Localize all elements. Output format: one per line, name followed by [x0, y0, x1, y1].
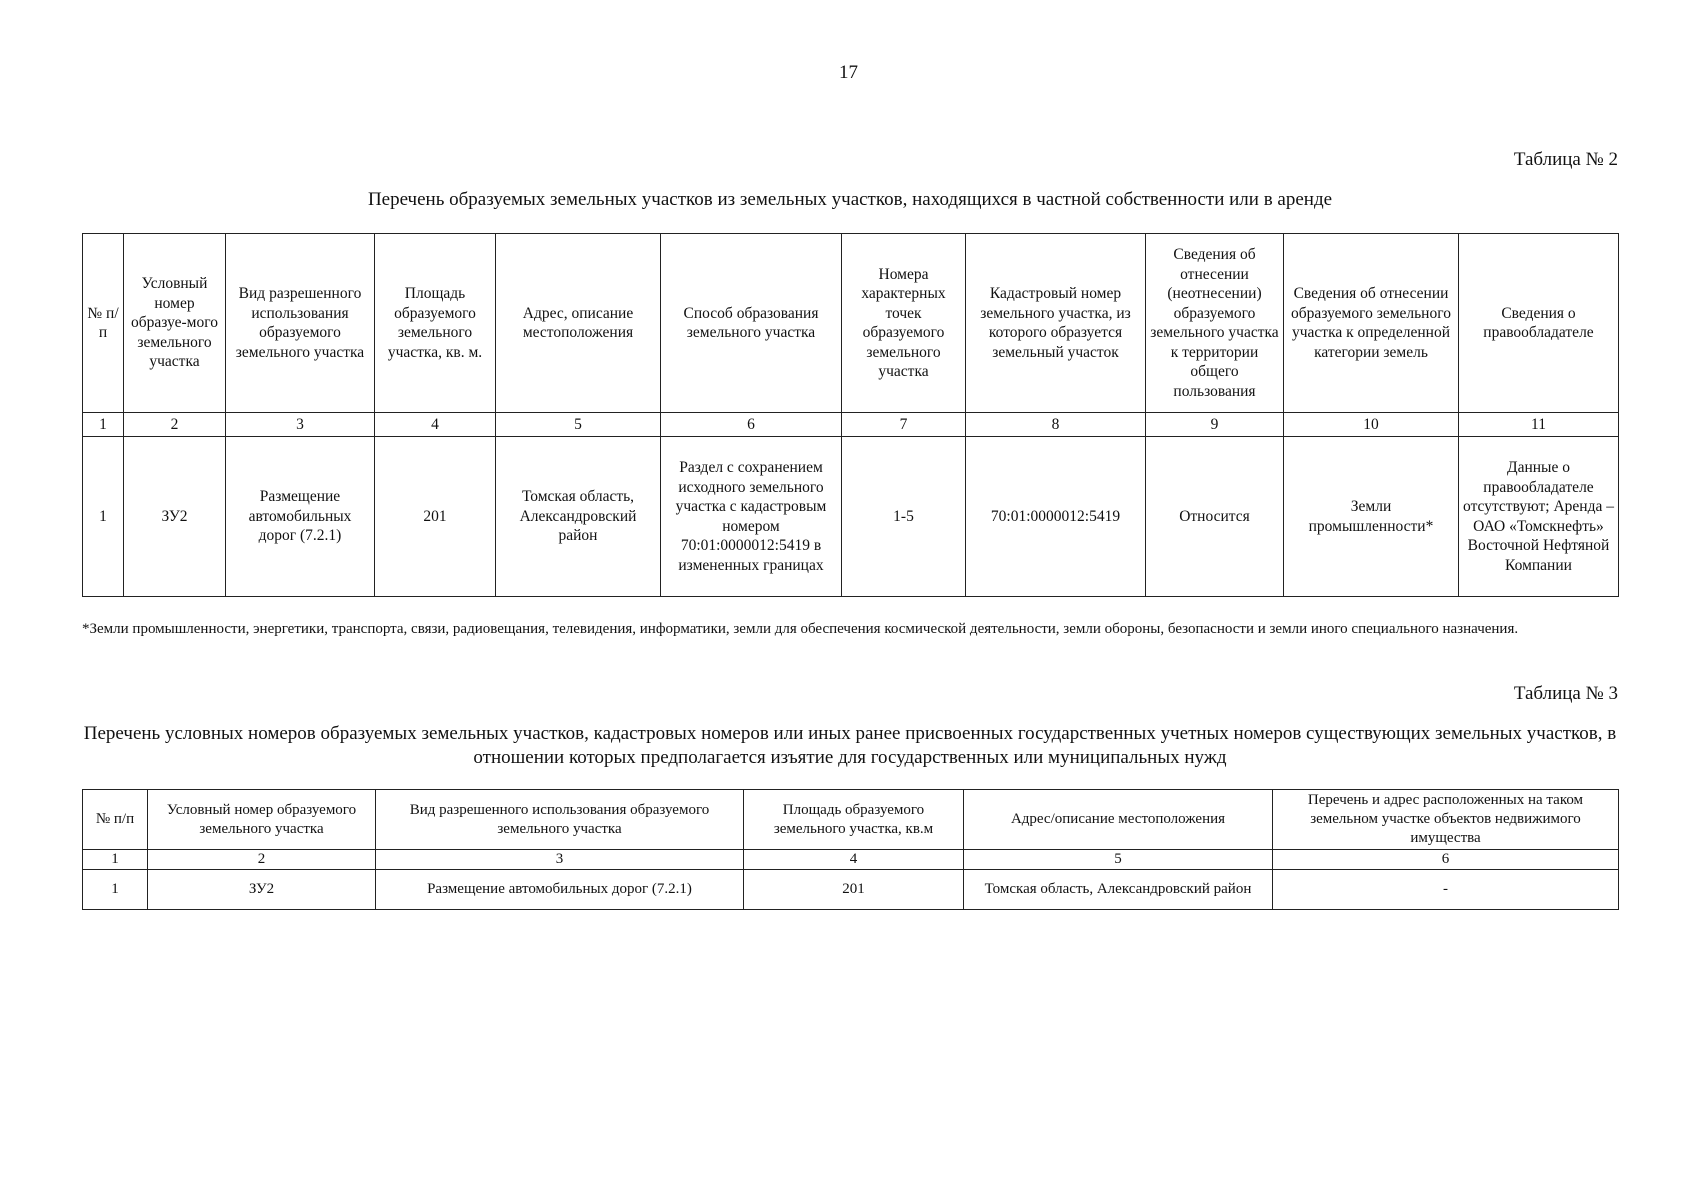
table-cell: ЗУ2: [148, 870, 376, 910]
table-cell: Размещение автомобильных дорог (7.2.1): [226, 437, 375, 597]
table-2-title: Перечень образуемых земельных участков из земельных участков, находящихся в частной собственности или в аренде: [367, 189, 1333, 210]
table-cell: 201: [375, 437, 496, 597]
column-number-cell: 5: [496, 413, 661, 437]
table-cell: ЗУ2: [124, 437, 226, 597]
page-number: 17: [839, 62, 858, 83]
header-cell: Условный номер образуемого земельного участка: [148, 790, 376, 850]
header-cell: Площадь образуемого земельного участка, кв.м: [744, 790, 964, 850]
header-cell: Номера характерных точек образуемого земельного участка: [842, 234, 966, 413]
land-plots-table-2: [82, 233, 1619, 597]
table-cell: 1-5: [842, 437, 966, 597]
table-row: [83, 870, 1619, 910]
header-cell: № п/п: [83, 790, 148, 850]
column-number-cell: 1: [83, 413, 124, 437]
header-cell: Вид разрешенного использования образуемого земельного участка: [226, 234, 375, 413]
table-cell: Относится: [1146, 437, 1284, 597]
table-cell: 70:01:0000012:5419: [966, 437, 1146, 597]
header-cell: Площадь образуемого земельного участка, кв. м.: [375, 234, 496, 413]
footnote: *Земли промышленности, энергетики, транспорта, связи, радиовещания, телевидения, информатики, земли для обеспечения космической деятельности, земли обороны, безопасности и земли иного специального назначения.: [82, 621, 1519, 637]
header-cell: Перечень и адрес расположенных на таком земельном участке объектов недвижимого имущества: [1273, 790, 1619, 850]
land-plots-table-3: [82, 789, 1619, 910]
column-number-cell: 6: [661, 413, 842, 437]
table-row: [83, 437, 1619, 597]
table-2-caption: Таблица № 2: [1513, 149, 1618, 170]
column-number-cell: 3: [226, 413, 375, 437]
header-row: [83, 234, 1619, 413]
header-cell: Способ образования земельного участка: [661, 234, 842, 413]
column-number-cell: 8: [966, 413, 1146, 437]
column-number-cell: 7: [842, 413, 966, 437]
header-cell: Вид разрешенного использования образуемого земельного участка: [376, 790, 744, 850]
column-number-cell: 3: [376, 850, 744, 870]
column-number-cell: 2: [148, 850, 376, 870]
column-number-row: [83, 413, 1619, 437]
column-number-cell: 4: [375, 413, 496, 437]
table-cell: Земли промышленности*: [1284, 437, 1459, 597]
table-cell: -: [1273, 870, 1619, 910]
column-number-cell: 2: [124, 413, 226, 437]
column-number-row: [83, 850, 1619, 870]
table-cell: Томская область, Александровский район: [496, 437, 661, 597]
column-number-cell: 5: [964, 850, 1273, 870]
column-number-cell: 11: [1459, 413, 1619, 437]
header-cell: № п/п: [83, 234, 124, 413]
table-cell: Томская область, Александровский район: [964, 870, 1273, 910]
column-number-cell: 4: [744, 850, 964, 870]
header-cell: Адрес, описание местоположения: [496, 234, 661, 413]
table-cell: 1: [83, 870, 148, 910]
header-cell: Кадастровый номер земельного участка, из которого образуется земельный участок: [966, 234, 1146, 413]
table-cell: 201: [744, 870, 964, 910]
column-number-cell: 9: [1146, 413, 1284, 437]
column-number-cell: 6: [1273, 850, 1619, 870]
table-cell: 1: [83, 437, 124, 597]
table-3-title: Перечень условных номеров образуемых земельных участков, кадастровых номеров или иных ранее присвоенных государственных учетных номеров существующих земельных участков, в отношении которых предполагается изъятие для государственных или муниципальных нужд: [83, 723, 1617, 768]
column-number-cell: 10: [1284, 413, 1459, 437]
table-cell: Данные о правообладателе отсутствуют; Аренда – ОАО «Томскнефть» Восточной Нефтяной Компании: [1459, 437, 1619, 597]
table-cell: Размещение автомобильных дорог (7.2.1): [376, 870, 744, 910]
header-cell: Сведения о правообладателе: [1459, 234, 1619, 413]
table-cell: Раздел с сохранением исходного земельного участка с кадастровым номером 70:01:0000012:5419 в измененных границах: [661, 437, 842, 597]
header-cell: Сведения об отнесении образуемого земельного участка к определенной категории земель: [1284, 234, 1459, 413]
column-number-cell: 1: [83, 850, 148, 870]
header-row: [83, 790, 1619, 850]
table-3-caption: Таблица № 3: [1513, 683, 1618, 704]
header-cell: Условный номер образуе-мого земельного участка: [124, 234, 226, 413]
header-cell: Сведения об отнесении (неотнесении) образуемого земельного участка к территории общего пользования: [1146, 234, 1284, 413]
header-cell: Адрес/описание местоположения: [964, 790, 1273, 850]
